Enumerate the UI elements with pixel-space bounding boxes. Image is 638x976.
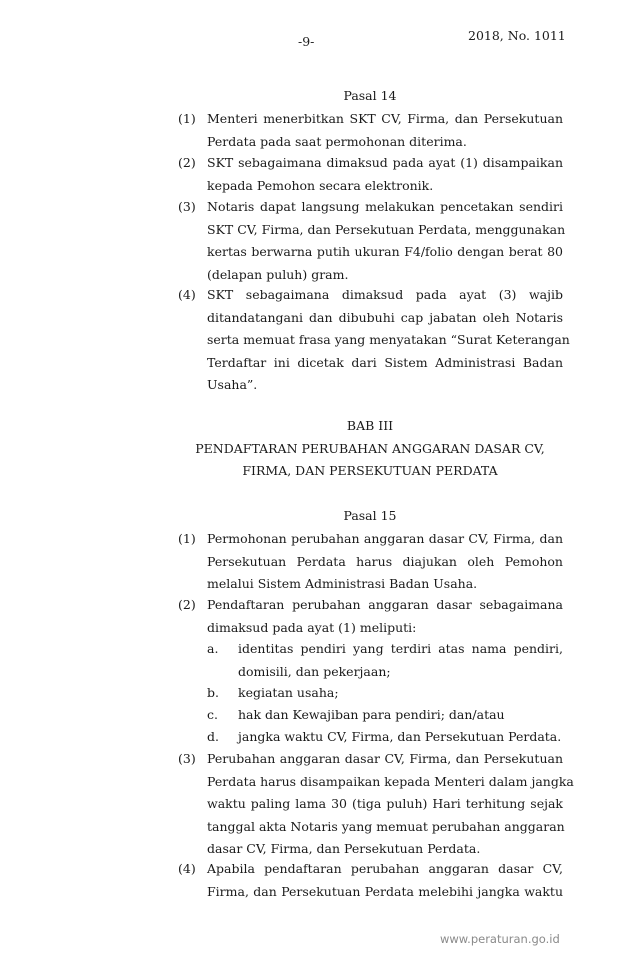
ayat-line: waktu paling lama 30 (tiga puluh) Hari terhitung sejak (207, 796, 563, 811)
subitem-letter: c. (207, 707, 218, 722)
ayat-line: ditandatangani dan dibubuhi cap jabatan oleh Notaris (207, 309, 563, 325)
ayat-line: Persekutuan Perdata harus diajukan oleh Pemohon (207, 553, 563, 569)
subitem-line: domisili, dan pekerjaan; (238, 663, 391, 679)
subitem-letter: a. (207, 641, 219, 656)
subitem-line: identitas pendiri yang terdiri atas nama pendiri, (238, 641, 563, 656)
pasal-14-title: Pasal 14 (343, 88, 397, 103)
page-number: -9- (298, 34, 315, 49)
ayat-line: melalui Sistem Administrasi Badan Usaha. (207, 576, 478, 591)
ayat-line: dasar CV, Firma, dan Persekutuan Perdata. (207, 841, 481, 856)
pasal-15-title: Pasal 15 (343, 508, 397, 523)
ayat-line: Notaris dapat langsung melakukan pencetakan sendiri (207, 199, 563, 214)
ayat-line: Menteri menerbitkan SKT CV, Firma, dan Persekutuan (207, 111, 563, 126)
ayat-number: (3) (178, 199, 196, 214)
pasal-14-ayat-4 (178, 284, 570, 397)
subitem-line: hak dan Kewajiban para pendiri; dan/atau (238, 707, 505, 722)
ayat-line: (delapan puluh) gram. (207, 266, 349, 282)
pasal-14-ayat-3 (178, 196, 566, 286)
ayat-line: Pendaftaran perubahan anggaran dasar sebagaimana (207, 597, 563, 612)
ayat-line: SKT sebagaimana dimaksud pada ayat (3) wajib (207, 287, 563, 302)
ayat-number: (2) (178, 155, 196, 170)
ayat-line: Firma, dan Persekutuan Perdata melebihi jangka waktu (207, 883, 563, 899)
ayat-line: kepada Pemohon secara elektronik. (207, 177, 434, 193)
ayat-line: tanggal akta Notaris yang memuat perubahan anggaran (207, 818, 565, 834)
ayat-line: kertas berwarna putih ukuran F4/folio dengan berat 80 (207, 244, 563, 259)
pasal-15-ayat-4 (178, 858, 563, 903)
subitem-line: jangka waktu CV, Firma, dan Persekutuan Perdata. (238, 729, 562, 744)
ayat-line: Perubahan anggaran dasar CV, Firma, dan Persekutuan (207, 751, 563, 766)
subitem-line: kegiatan usaha; (238, 685, 339, 700)
ayat-number: (4) (178, 287, 196, 302)
ayat-line: SKT sebagaimana dimaksud pada ayat (1) disampaikan (207, 155, 563, 170)
ayat-line: Permohonan perubahan anggaran dasar CV, Firma, dan (207, 531, 563, 546)
ayat-number: (1) (178, 531, 196, 546)
subitem-d (207, 726, 563, 749)
ayat-line: Perdata harus disampaikan kepada Menteri dalam jangka (207, 773, 574, 789)
ayat-line: Usaha”. (207, 377, 258, 392)
pasal-15-ayat-1 (178, 528, 563, 596)
ayat-line: serta memuat frasa yang menyatakan “Surat Keterangan (207, 332, 570, 347)
chapter-title: BAB III (346, 418, 394, 433)
ayat-line: SKT CV, Firma, dan Persekutuan Perdata, menggunakan (207, 221, 566, 237)
ayat-number: (4) (178, 861, 196, 876)
pasal-15-ayat-3 (178, 748, 574, 861)
subitem-b (207, 682, 563, 705)
ayat-line: dimaksud pada ayat (1) meliputi: (207, 619, 417, 635)
ayat-number: (2) (178, 597, 196, 612)
pasal-15-ayat-2 (178, 594, 563, 639)
ayat-number: (3) (178, 751, 196, 766)
footer-url-link[interactable]: www.peraturan.go.id (440, 932, 560, 946)
chapter-heading-line-2: FIRMA, DAN PERSEKUTUAN PERDATA (242, 463, 498, 478)
ayat-line: Terdaftar ini dicetak dari Sistem Administrasi Badan (207, 354, 563, 370)
ayat-line: Perdata pada saat permohonan diterima. (207, 133, 467, 149)
chapter-heading-line-1: PENDAFTARAN PERUBAHAN ANGGARAN DASAR CV, (195, 441, 545, 456)
subitem-a (207, 638, 563, 683)
subitem-letter: d. (207, 729, 219, 744)
document-reference: 2018, No. 1011 (468, 28, 566, 43)
ayat-number: (1) (178, 111, 196, 126)
subitem-letter: b. (207, 685, 219, 700)
subitem-c (207, 704, 563, 727)
pasal-14-ayat-2 (178, 152, 563, 197)
ayat-line: Apabila pendaftaran perubahan anggaran dasar CV, (207, 861, 563, 876)
pasal-14-ayat-1 (178, 108, 563, 153)
